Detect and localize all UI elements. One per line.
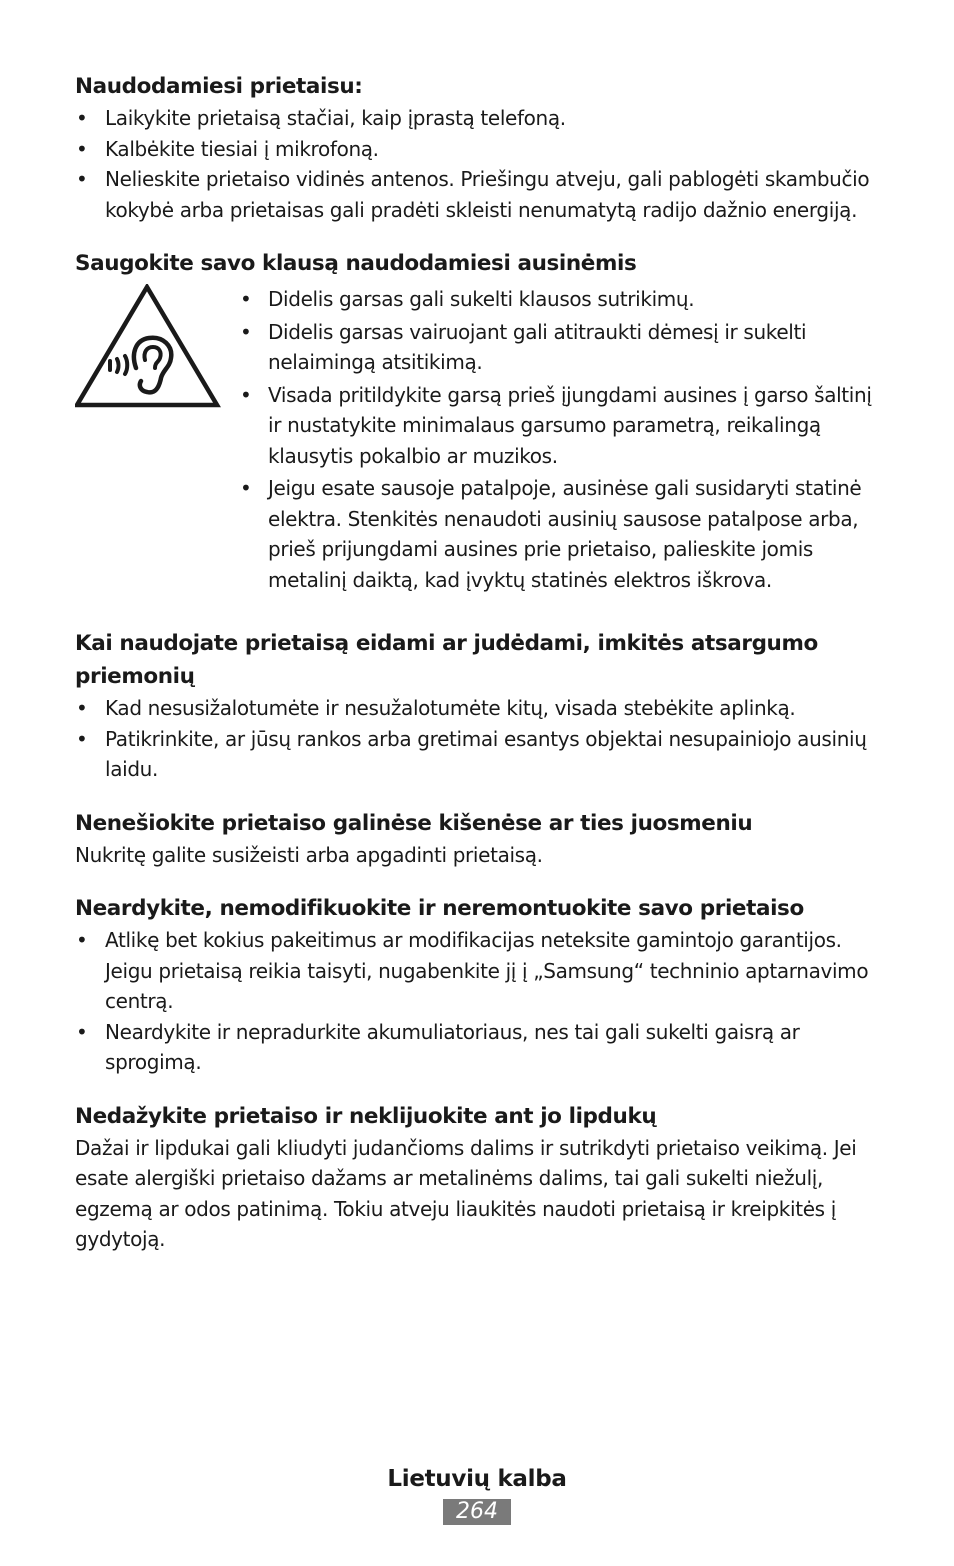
section-title: Saugokite savo klausą naudodamiesi ausinėmis [75, 251, 637, 276]
list-item: • Didelis garsas gali sukelti klausos sutrikimų. [239, 284, 885, 315]
section-title: Kai naudojate prietaisą eidami ar judėdami, imkitės atsargumo priemonių [75, 631, 818, 689]
section-paint [75, 1100, 885, 1255]
list-item: • Patikrinkite, ar jūsų rankos arba gretimai esantys objektai nesupainiojo ausinių laidu. [75, 724, 885, 785]
page-footer [0, 1462, 954, 1525]
footer-language: Lietuvių kalba [387, 1466, 567, 1492]
section-disassemble [75, 892, 885, 1078]
list-item: • Atlikę bet kokius pakeitimus ar modifikacijas neteksite gamintojo garantijos. Jeigu prietaisą reikia taisyti, nugabenkite jį į „Samsung“ techninio aptarnavimo centrą. [75, 925, 885, 1017]
bullet-list [75, 925, 885, 1078]
section-title: Nedažykite prietaiso ir neklijuokite ant jo lipdukų [75, 1103, 657, 1129]
bullet-list [239, 284, 885, 597]
bullet-list [75, 103, 885, 225]
paragraph: Nukritę galite susižeisti arba apgadinti prietaisą. [75, 842, 543, 867]
page-number: 264 [443, 1499, 511, 1525]
list-item: • Didelis garsas vairuojant gali atitraukti dėmesį ir sukelti nelaimingą atsitikimą. [239, 317, 885, 378]
list-item: • Visada pritildykite garsą prieš įjungdami ausines į garso šaltinį ir nustatykite minimalaus garsumo parametrą, reikalingą klausytis pokalbio ar muzikos. [239, 380, 885, 472]
section-usage [75, 70, 885, 225]
bullet-list [75, 693, 885, 785]
list-item: • Kalbėkite tiesiai į mikrofoną. [75, 134, 885, 165]
section-title: Nenešiokite prietaiso galinėse kišenėse ar ties juosmeniu [75, 810, 753, 836]
list-item: • Laikykite prietaisą stačiai, kaip įprastą telefoną. [75, 103, 885, 134]
section-hearing [75, 247, 885, 597]
section-walking [75, 627, 885, 785]
list-item: • Kad nesusižalotumėte ir nesužalotumėte kitų, visada stebėkite aplinką. [75, 693, 885, 724]
hearing-warning-icon [75, 284, 239, 597]
paragraph: Dažai ir lipdukai gali kliudyti judančioms dalims ir sutrikdyti prietaiso veikimą. Jei esate alergiški prietaiso dažams ar metalinėms dalims, tai gali sukelti niežulį, egzemą ar odos patinimą. Tokiu atveju liaukitės naudoti prietaisą ir kreipkitės į gydytoją. [75, 1135, 857, 1251]
section-pockets [75, 807, 885, 871]
list-item: • Neardykite ir nepradurkite akumuliatoriaus, nes tai gali sukelti gaisrą ar sprogimą. [75, 1017, 885, 1078]
document-page [75, 70, 885, 1273]
section-title: Naudodamiesi prietaisu: [75, 74, 363, 99]
section-title: Neardykite, nemodifikuokite ir neremontuokite savo prietaiso [75, 896, 804, 921]
list-item: • Jeigu esate sausoje patalpoje, ausinėse gali susidaryti statinė elektra. Stenkitės nenaudoti ausinių sausose patalpose arba, prieš prijungdami ausines prie prietaiso, palieskite jomis metalinį daiktą, kad įvyktų statinės elektros iškrova. [239, 473, 885, 595]
list-item: • Nelieskite prietaiso vidinės antenos. Priešingu atveju, gali pablogėti skambučio kokybė arba prietaisas gali pradėti skleisti nenumatytą radijo dažnio energiją. [75, 164, 885, 225]
hearing-warning-block [75, 284, 885, 597]
hearing-warning-icon-graphic [75, 284, 225, 410]
